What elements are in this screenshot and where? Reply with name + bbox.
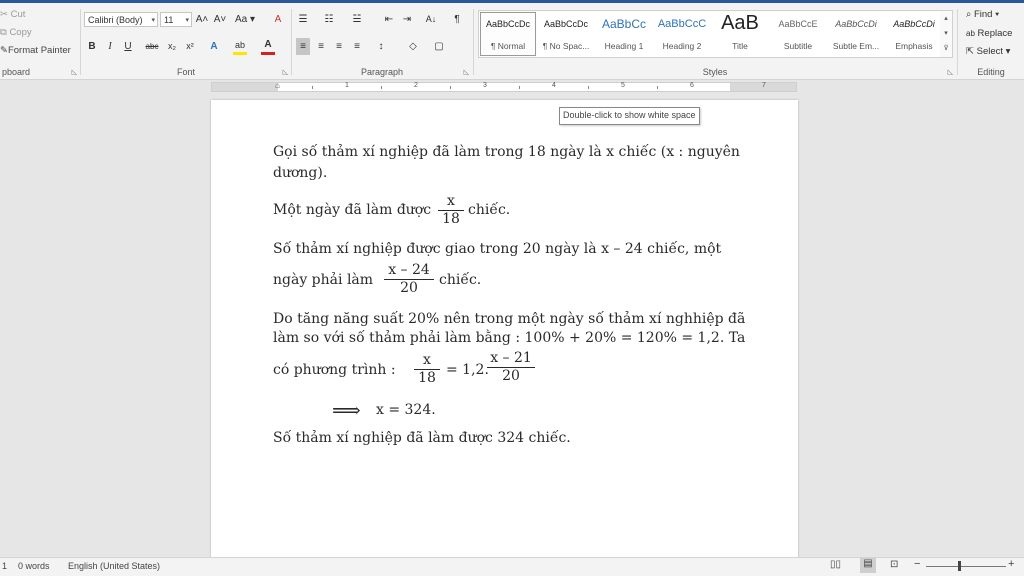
- grow-font-button[interactable]: A˄: [195, 14, 209, 25]
- style-sample: AaBbCc: [601, 17, 647, 31]
- search-icon: ⌕: [966, 9, 972, 20]
- font-size-combo[interactable]: [160, 12, 192, 27]
- zoom-slider[interactable]: [926, 566, 1006, 567]
- ruler-number: 4: [552, 82, 556, 89]
- doc-line: ngày phải làm: [273, 272, 374, 288]
- highlight-button[interactable]: ab: [233, 38, 247, 55]
- chevron-up-icon[interactable]: ▴: [944, 15, 948, 22]
- superscript-button[interactable]: x²: [186, 41, 194, 51]
- doc-line: x = 324.: [376, 402, 436, 418]
- fraction-denominator: 20: [400, 280, 418, 296]
- decrease-indent-button[interactable]: ⇤: [384, 14, 394, 25]
- replace-label: Replace: [977, 28, 1013, 39]
- style-sample: AaBbCcDc: [543, 19, 588, 29]
- doc-line: làm so với số thảm phải làm bằng : 100% + 20% = 120% = 1,2. Ta: [273, 330, 746, 346]
- cut-label: Cut: [10, 9, 26, 20]
- language-indicator[interactable]: English (United States): [68, 561, 161, 571]
- style-sample: AaBbCcDc: [485, 19, 530, 29]
- word-count[interactable]: 0 words: [18, 561, 50, 571]
- paragraph-launcher-icon[interactable]: ◺: [463, 69, 469, 76]
- fraction-numerator: x – 21: [487, 350, 535, 368]
- multilevel-list-button[interactable]: ☱: [352, 14, 362, 25]
- ruler-number: 2: [414, 82, 418, 89]
- sort-button[interactable]: A↓: [425, 14, 437, 24]
- select-label: Select: [976, 46, 1004, 57]
- ruler-tick: [519, 86, 520, 89]
- style-sample: AaBbCcE: [778, 19, 818, 29]
- borders-button[interactable]: ▢: [434, 41, 444, 52]
- paintbrush-icon: ✎: [0, 45, 8, 56]
- font-size-value: 11: [164, 15, 174, 25]
- text-effects-button[interactable]: A: [210, 41, 218, 52]
- copy-label: Copy: [9, 27, 32, 38]
- paragraph-group-label: Paragraph: [360, 67, 404, 77]
- clipboard-group-label: pboard: [2, 67, 31, 77]
- style-name: Emphasis: [895, 41, 933, 51]
- align-left-button[interactable]: ≡: [296, 38, 310, 55]
- styles-group: [474, 3, 956, 79]
- indent-marker-icon[interactable]: ⌂: [275, 81, 280, 90]
- ruler-tick: [312, 86, 313, 89]
- subscript-button[interactable]: x₂: [168, 41, 176, 51]
- implies-arrow-icon: ⟹: [332, 398, 361, 422]
- style-name: Title: [732, 41, 748, 51]
- underline-button[interactable]: U: [124, 41, 132, 52]
- shrink-font-button[interactable]: A˅: [213, 14, 227, 25]
- ruler-tick: [657, 86, 658, 89]
- find-button[interactable]: ⌕ Find ▾: [966, 9, 1000, 20]
- web-layout-icon[interactable]: ⊡: [890, 559, 899, 570]
- strikethrough-button[interactable]: abc: [145, 42, 159, 51]
- zoom-slider-thumb[interactable]: [958, 561, 961, 571]
- style-name: Heading 2: [662, 41, 702, 51]
- style-name: ¶ Normal: [490, 41, 526, 51]
- styles-launcher-icon[interactable]: ◺: [947, 69, 953, 76]
- copy-button[interactable]: [0, 27, 32, 38]
- white-space-tooltip: Double-click to show white space: [559, 107, 700, 125]
- doc-line: dương).: [273, 165, 328, 181]
- ruler-number: 5: [621, 82, 625, 89]
- shading-button[interactable]: ◇: [409, 41, 417, 52]
- fraction: [384, 262, 434, 297]
- font-group-label: Font: [176, 67, 195, 77]
- change-case-label: Aa: [235, 14, 248, 25]
- clipboard-group: [0, 3, 80, 79]
- paragraph-group: [292, 3, 472, 79]
- style-name: Heading 1: [604, 41, 644, 51]
- cursor-icon: ⇱: [966, 46, 974, 57]
- copy-icon: ⧉: [0, 27, 7, 38]
- doc-line: Một ngày đã làm được: [273, 202, 432, 218]
- line-spacing-button[interactable]: ↕: [378, 41, 384, 52]
- center-button[interactable]: ≡: [318, 41, 324, 52]
- read-mode-icon[interactable]: ▯▯: [830, 559, 842, 570]
- style-sample: AaBbCcDi: [893, 19, 935, 29]
- change-case-button[interactable]: Aa ▾: [235, 14, 256, 25]
- clear-formatting-button[interactable]: A: [274, 14, 282, 25]
- fraction-numerator: x: [438, 193, 464, 211]
- ruler-tick: [381, 86, 382, 89]
- increase-indent-button[interactable]: ⇥: [402, 14, 412, 25]
- ruler-number: 1: [345, 82, 349, 89]
- chevron-down-icon: ▾: [151, 17, 155, 24]
- ruler-number: 7: [762, 82, 766, 89]
- style-name: ¶ No Spac...: [542, 41, 590, 51]
- horizontal-ruler[interactable]: [211, 82, 797, 92]
- style-sample: AaBbCcDi: [835, 19, 877, 29]
- ruler-left-margin: [212, 83, 278, 91]
- style-sample: AaBbCcC: [657, 18, 707, 30]
- doc-line: = 1,2.: [446, 362, 489, 378]
- ruler-tick: [588, 86, 589, 89]
- font-name-combo[interactable]: [84, 12, 158, 27]
- align-right-button[interactable]: ≡: [336, 41, 342, 52]
- fraction: [414, 352, 440, 387]
- scissors-icon: ✂: [0, 9, 8, 20]
- status-bar: [0, 557, 1024, 576]
- editing-group: [958, 3, 1024, 79]
- chevron-down-icon[interactable]: ▾: [944, 30, 948, 37]
- cut-button[interactable]: [0, 9, 25, 20]
- fraction-denominator: 18: [442, 211, 460, 227]
- font-group: [81, 3, 291, 79]
- styles-group-label: Styles: [702, 67, 728, 77]
- fraction: [487, 350, 535, 385]
- replace-icon: ab: [966, 29, 975, 38]
- clipboard-launcher-icon[interactable]: ◺: [71, 69, 77, 76]
- doc-line: Số thảm xí nghiệp đã làm được 324 chiếc.: [273, 430, 571, 446]
- justify-button[interactable]: ≡: [354, 41, 360, 52]
- bold-button[interactable]: B: [88, 41, 96, 52]
- font-color-button[interactable]: A: [261, 38, 275, 55]
- find-label: Find: [973, 9, 993, 20]
- doc-line: chiếc.: [468, 202, 511, 218]
- font-name-value: Calibri (Body): [88, 15, 143, 25]
- zoom-in-icon[interactable]: +: [1008, 558, 1015, 570]
- show-marks-button[interactable]: ¶: [454, 14, 460, 25]
- bullets-button[interactable]: ☰: [298, 14, 308, 25]
- style-name: Subtle Em...: [832, 41, 880, 51]
- fraction-denominator: 20: [502, 368, 520, 384]
- doc-line: có phương trình :: [273, 362, 396, 378]
- doc-line: Do tăng năng suất 20% nên trong một ngày số thảm xí nghhiệp đã: [273, 311, 746, 327]
- more-icon[interactable]: ⊽: [943, 45, 949, 52]
- doc-line: chiếc.: [439, 272, 482, 288]
- ruler-number: 3: [483, 82, 487, 89]
- page-indicator[interactable]: 1: [2, 561, 8, 571]
- style-sample: AaB: [721, 12, 759, 34]
- fraction-denominator: 18: [418, 370, 436, 386]
- ruler-tick: [450, 86, 451, 89]
- italic-button[interactable]: I: [108, 41, 112, 52]
- chevron-down-icon: ▾: [185, 17, 189, 24]
- ruler-number: 6: [690, 82, 694, 89]
- print-layout-icon[interactable]: ▤: [860, 558, 876, 573]
- doc-line: Số thảm xí nghiệp được giao trong 20 ngày là x – 24 chiếc, một: [273, 241, 722, 257]
- format-painter-button[interactable]: [0, 45, 71, 56]
- fraction-numerator: x – 24: [384, 262, 434, 280]
- font-launcher-icon[interactable]: ◺: [282, 69, 288, 76]
- ribbon: [0, 3, 1024, 80]
- format-painter-label: Format Painter: [7, 45, 71, 56]
- editing-group-label: Editing: [977, 67, 1005, 77]
- doc-line: Gọi số thảm xí nghiệp đã làm trong 18 ngày là x chiếc (x : nguyên: [273, 144, 740, 160]
- numbering-button[interactable]: ☷: [324, 14, 334, 25]
- fraction-numerator: x: [414, 352, 440, 370]
- zoom-out-icon[interactable]: −: [914, 558, 921, 570]
- style-name: Subtitle: [783, 41, 813, 51]
- fraction: [438, 193, 464, 228]
- select-button[interactable]: ⇱ Select ▾: [966, 46, 1011, 57]
